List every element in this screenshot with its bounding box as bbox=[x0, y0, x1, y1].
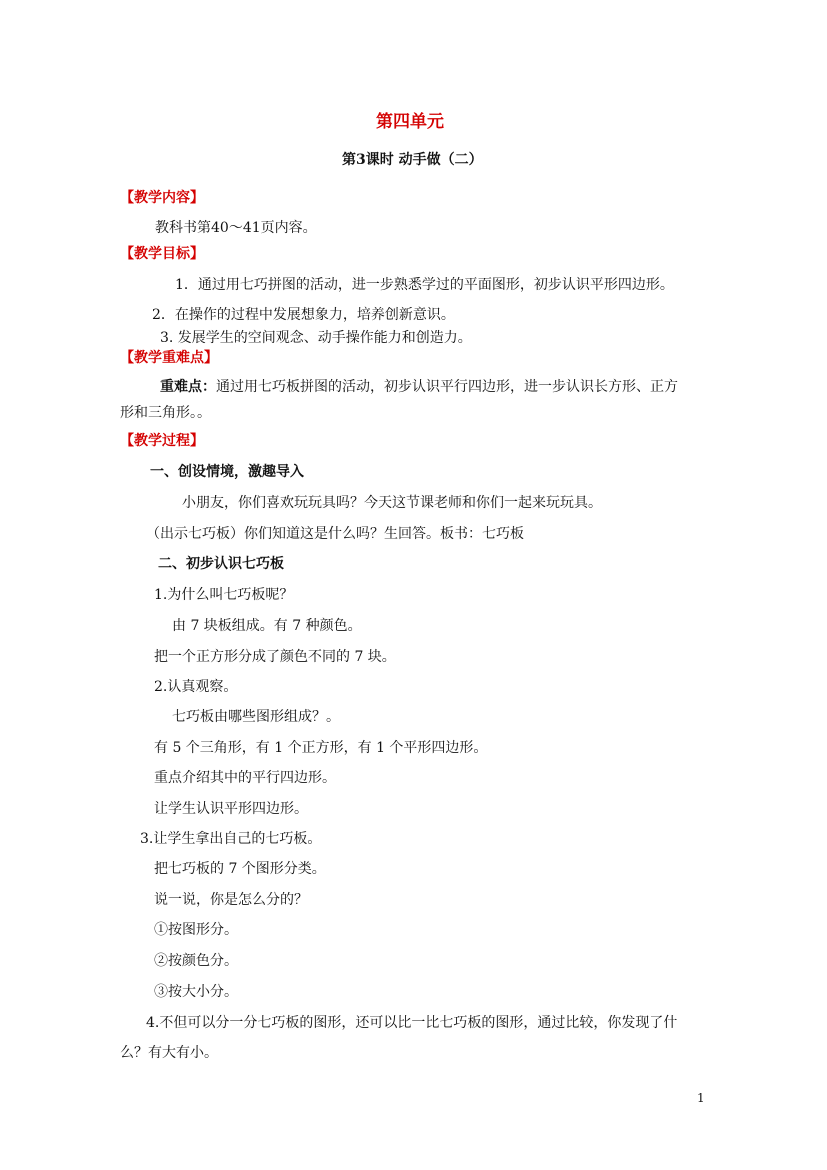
goal-3: 3. 发展学生的空间观念、动手操作能力和创造力。 bbox=[160, 330, 472, 346]
question-3-line-c: ①按图形分。 bbox=[154, 922, 238, 938]
heading-teaching-goals: 【教学目标】 bbox=[120, 246, 204, 262]
question-3-line-b: 说一说，你是怎么分的？ bbox=[154, 892, 308, 908]
goal-2: 2．在操作的过程中发展想象力，培养创新意识。 bbox=[152, 307, 455, 323]
question-2-line-c: 重点介绍其中的平行四边形。 bbox=[154, 770, 336, 786]
question-1-answer-a: 由 7 块板组成。有 7 种颜色。 bbox=[172, 618, 362, 634]
part-1-title: 一、创设情境，激趣导入 bbox=[150, 464, 304, 480]
part-2-title: 二、初步认识七巧板 bbox=[158, 556, 284, 572]
question-3-line-d: ②按颜色分。 bbox=[154, 953, 238, 969]
page-number: 1 bbox=[697, 1091, 705, 1105]
key-points-line-2: 形和三角形。。 bbox=[120, 405, 211, 421]
question-3-line-a: 把七巧板的 7 个图形分类。 bbox=[154, 861, 326, 877]
key-points-line-1 bbox=[160, 378, 678, 396]
key-points-label: 重难点： bbox=[160, 379, 216, 395]
teaching-content-text: 教科书第40～41页内容。 bbox=[155, 220, 317, 236]
heading-teaching-process: 【教学过程】 bbox=[120, 433, 204, 449]
question-1: 1.为什么叫七巧板呢？ bbox=[154, 587, 294, 603]
question-4: 4.不但可以分一分七巧板的图形，还可以比一比七巧板的图形，通过比较，你发现了什 bbox=[146, 1015, 678, 1031]
page-title: 第四单元 bbox=[376, 112, 444, 132]
question-3: 3.让学生拿出自己的七巧板。 bbox=[140, 831, 322, 847]
question-2-line-b: 有 5 个三角形，有 1 个正方形，有 1 个平形四边形。 bbox=[154, 740, 488, 756]
heading-teaching-content: 【教学内容】 bbox=[120, 190, 204, 206]
question-3-line-e: ③按大小分。 bbox=[154, 984, 238, 1000]
key-points-text: 通过用七巧板拼图的活动，初步认识平行四边形，进一步认识长方形、正方 bbox=[216, 379, 678, 395]
question-2-line-a: 七巧板由哪些图形组成？。 bbox=[172, 709, 340, 725]
question-1-answer-b: 把一个正方形分成了颜色不同的 7 块。 bbox=[154, 649, 396, 665]
part-1-line-b: （出示七巧板）你们知道这是什么吗？生回答。板书：七巧板 bbox=[146, 526, 524, 542]
question-2-line-d: 让学生认识平形四边形。 bbox=[154, 801, 308, 817]
lesson-subtitle: 第3课时 动手做（二） bbox=[342, 152, 483, 168]
heading-key-points: 【教学重难点】 bbox=[120, 350, 218, 366]
goal-1: 1．通过用七巧拼图的活动，进一步熟悉学过的平面图形，初步认识平形四边形。 bbox=[175, 277, 674, 293]
part-1-line-a: 小朋友，你们喜欢玩玩具吗？今天这节课老师和你们一起来玩玩具。 bbox=[182, 495, 602, 511]
question-4-cont: 么？有大有小。 bbox=[120, 1045, 218, 1061]
question-2: 2.认真观察。 bbox=[154, 679, 238, 695]
